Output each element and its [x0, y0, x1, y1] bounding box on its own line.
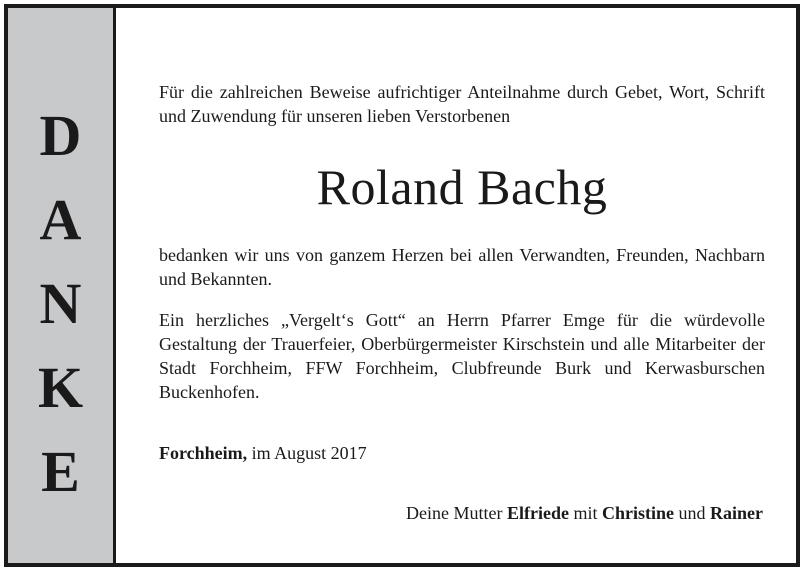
notice-content: [159, 80, 765, 525]
side-letter-k: K: [37, 355, 84, 420]
signature-conj-und: und: [678, 503, 706, 523]
gratitude-paragraph: Ein herzliches „Vergelt‘s Gott“ an Herrn Pfarrer Emge für die würdevolle Gestaltung der Trauerfeier, Oberbürgermeister Kirschstein und alle Mitarbeiter der Stadt Forchheim, FFW Forchheim, Clubfreunde Burk und Kerwasburschen Buckenhofen.: [159, 310, 765, 402]
signature-name-rainer: Rainer: [710, 503, 763, 523]
signature-name-christine: Christine: [602, 503, 674, 523]
signature-name-elfriede: Elfriede: [507, 503, 569, 523]
signature-conj-mit: mit: [573, 503, 598, 523]
side-letter-d: D: [39, 103, 82, 168]
thanks-paragraph: bedanken wir uns von ganzem Herzen bei allen Verwandten, Freunden, Nachbarn und Bekannten.: [159, 245, 765, 289]
date: im August 2017: [251, 443, 367, 463]
place-date-line: [159, 441, 765, 465]
side-letter-a: A: [39, 187, 82, 252]
side-letter-e: E: [41, 439, 80, 504]
deceased-name: Roland Bachg: [316, 159, 608, 215]
obituary-card: [4, 4, 800, 567]
signature-line: [159, 501, 765, 525]
intro-paragraph: Für die zahlreichen Beweise aufrichtiger Anteilnahme durch Gebet, Wort, Schrift und Zuwendung für unseren lieben Verstorbenen: [159, 82, 765, 126]
side-letter-n: N: [39, 271, 82, 336]
danke-side-bar: [8, 8, 116, 563]
place: Forchheim,: [159, 443, 248, 463]
signature-prefix: Deine Mutter: [406, 503, 503, 523]
